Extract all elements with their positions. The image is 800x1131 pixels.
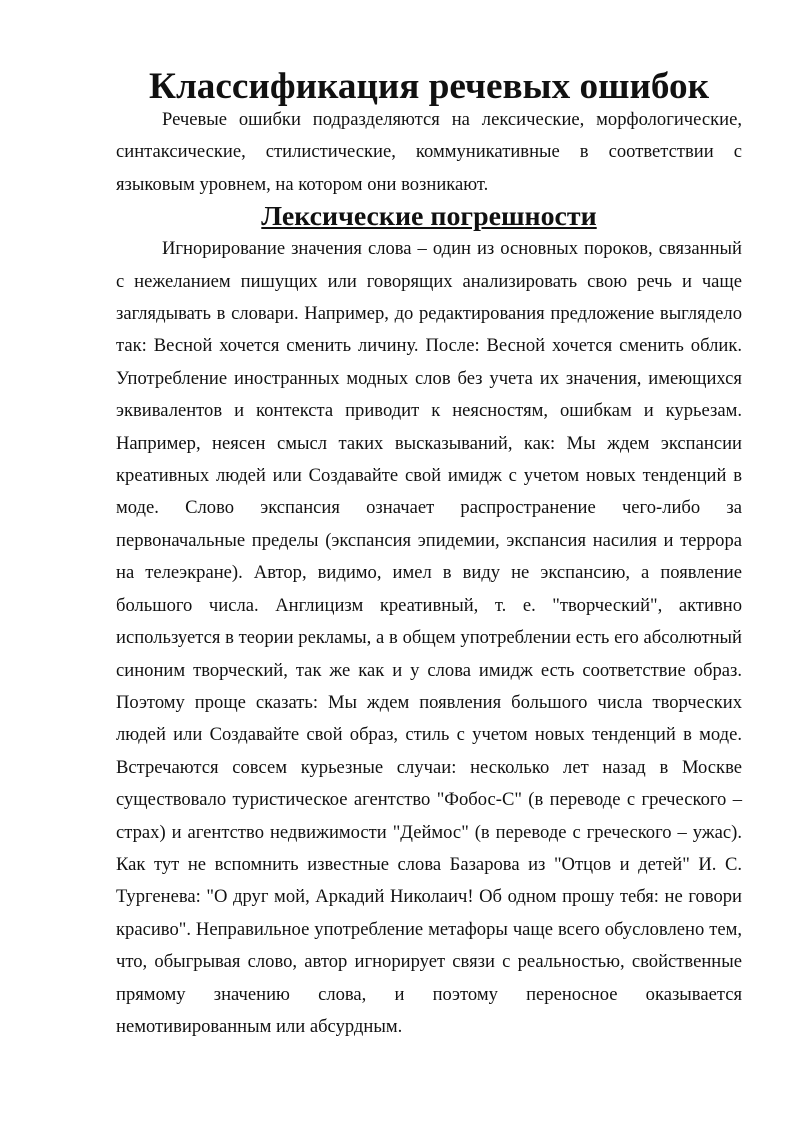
- text-line: креативных людей или Создавайте свой имидж с учетом новых тенденций в: [116, 465, 742, 487]
- text-line: первоначальные пределы (экспансия эпидемии, экспансия насилия и террора: [116, 529, 742, 551]
- text-line: языковым уровнем, на котором они возникают.: [116, 173, 489, 195]
- text-line: немотивированным или абсурдным.: [116, 1015, 403, 1037]
- text-line: синтаксические, стилистические, коммуникативные в соответствии с: [116, 141, 742, 163]
- text-line: с нежеланием пишущих или говорящих анализировать свою речь и чаще: [116, 270, 742, 292]
- text-line: заглядывать в словари. Например, до редактирования предложение выглядело: [116, 303, 742, 325]
- text-line: красиво". Неправильное употребление метафоры чаще всего обусловлено тем,: [116, 918, 742, 940]
- text-line: существовало туристическое агентство "Фобос-С" (в переводе с греческого –: [116, 789, 742, 811]
- text-line: эквивалентов и контекста приводит к неясностям, ошибкам и курьезам.: [116, 400, 742, 422]
- body-paragraph: [116, 233, 742, 1043]
- text-line: на телеэкране). Автор, видимо, имел в виду не экспансию, а появление: [116, 562, 742, 584]
- text-line: Тургенева: "О друг мой, Аркадий Николаич! Об одном прошу тебя: не говори: [116, 886, 742, 908]
- text-line: что, обыгрывая слово, автор игнорирует связи с реальностью, свойственные: [116, 951, 742, 973]
- text-line: используется в теории рекламы, а в общем употреблении есть его абсолютный: [116, 627, 742, 649]
- document-title: Классификация речевых ошибок: [148, 66, 710, 107]
- intro-paragraph: [116, 104, 742, 201]
- text-line: людей или Создавайте свой образ, стиль с учетом новых тенденций в моде.: [116, 724, 742, 746]
- text-line: Игнорирование значения слова – один из основных пороков, связанный: [162, 238, 742, 260]
- text-line: так: Весной хочется сменить личину. После: Весной хочется сменить облик.: [116, 335, 742, 357]
- text-line: Как тут не вспомнить известные слова Базарова из "Отцов и детей" И. С.: [116, 853, 742, 875]
- text-line: большого числа. Англицизм креативный, т. е. "творческий", активно: [116, 594, 742, 616]
- text-line: прямому значению слова, и поэтому переносное оказывается: [116, 983, 742, 1005]
- text-line: моде. Слово экспансия означает распространение чего-либо за: [116, 497, 742, 519]
- text-line: страх) и агентство недвижимости "Деймос" (в переводе с греческого – ужас).: [116, 821, 742, 843]
- text-line: синоним творческий, так же как и у слова имидж есть соответствие образ.: [116, 659, 742, 681]
- document-page: [116, 66, 742, 1043]
- text-line: Например, неясен смысл таких высказываний, как: Мы ждем экспансии: [116, 432, 742, 454]
- text-line: Употребление иностранных модных слов без учета их значения, имеющихся: [116, 367, 742, 389]
- text-line: Речевые ошибки подразделяются на лексические, морфологические,: [162, 109, 742, 130]
- section-title: Лексические погрешности: [261, 201, 597, 233]
- text-line: Поэтому проще сказать: Мы ждем появления большого числа творческих: [116, 691, 742, 713]
- text-line: Встречаются совсем курьезные случаи: несколько лет назад в Москве: [116, 756, 742, 778]
